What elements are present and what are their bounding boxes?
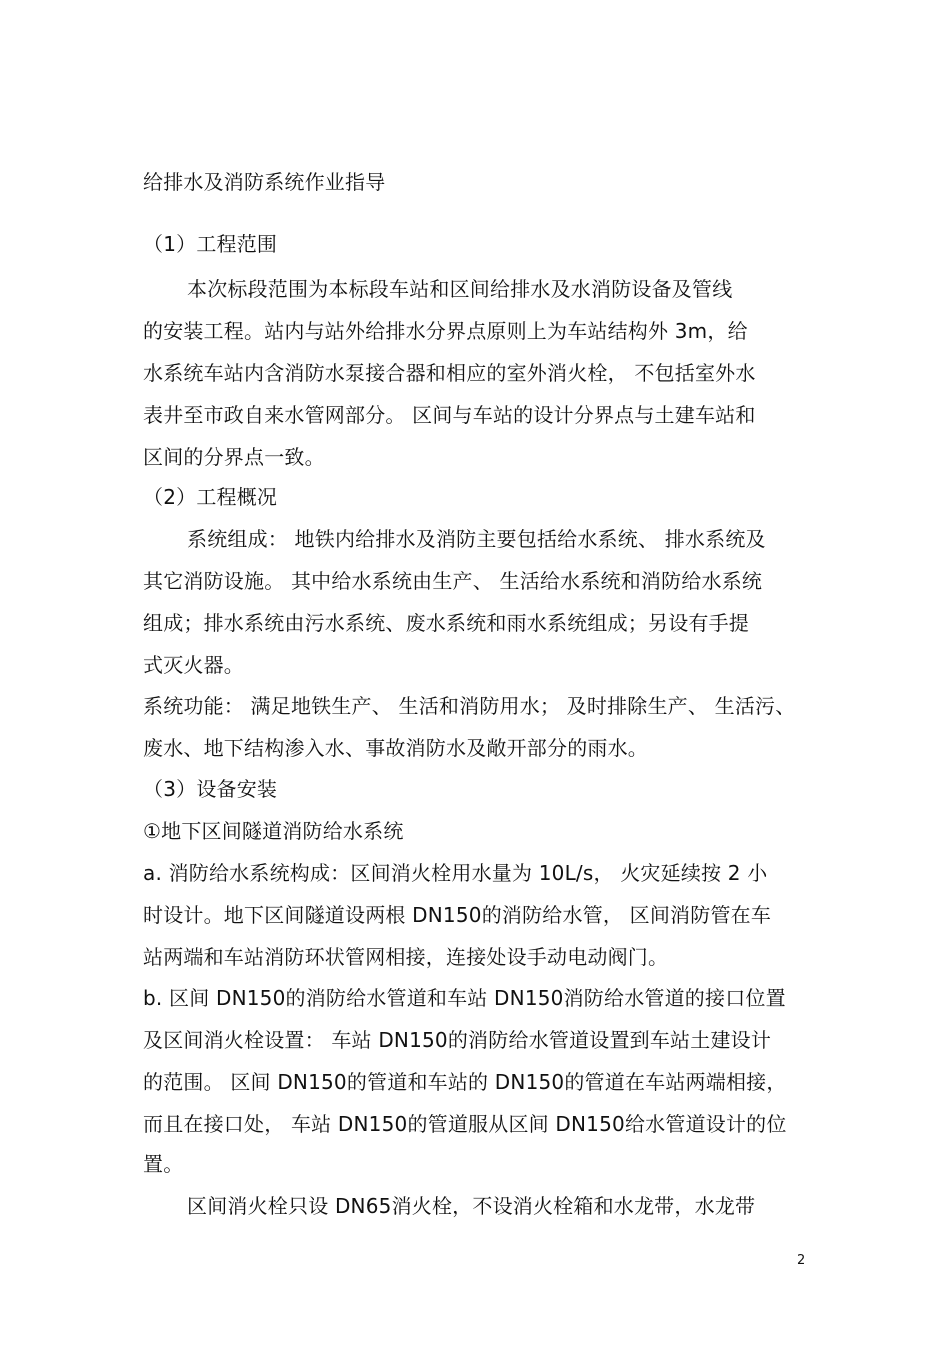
paragraph-line: b. 区间 DN150的消防给水管道和车站 DN150消防给水管道的接口位置 [143, 986, 786, 1010]
paragraph-line: 置。 [143, 1152, 184, 1176]
subsection-heading: ①地下区间隧道消防给水系统 [143, 819, 404, 843]
section-heading-scope: （1）工程范围 [143, 232, 278, 256]
paragraph-line: 组成；排水系统由污水系统、废水系统和雨水系统组成；另设有手提 [143, 611, 749, 635]
section-heading-overview: （2）工程概况 [143, 485, 278, 509]
paragraph-line: 式灭火器。 [143, 653, 244, 677]
paragraph-line: 表井至市政自来水管网部分。 区间与车站的设计分界点与土建车站和 [143, 403, 756, 427]
paragraph-line: 站两端和车站消防环状管网相接，连接处设手动电动阀门。 [143, 945, 669, 969]
paragraph-line: 区间的分界点一致。 [143, 445, 325, 469]
page-number: 2 [797, 1253, 806, 1268]
document-title: 给排水及消防系统作业指导 [143, 170, 386, 194]
paragraph-line: 本次标段范围为本标段车站和区间给排水及水消防设备及管线 [187, 277, 733, 301]
paragraph-line: 其它消防设施。 其中给水系统由生产、 生活给水系统和消防给水系统 [143, 569, 763, 593]
paragraph-line: 水系统车站内含消防水泵接合器和相应的室外消火栓， 不包括室外水 [143, 361, 756, 385]
paragraph-line: 的安装工程。站内与站外给排水分界点原则上为车站结构外 3m，给 [143, 319, 748, 343]
paragraph-line: a. 消防给水系统构成：区间消火栓用水量为 10L/s， 火灾延续按 2 小 [143, 861, 768, 885]
paragraph-line: 系统功能： 满足地铁生产、 生活和消防用水； 及时排除生产、 生活污、 [143, 694, 796, 718]
section-heading-installation: （3）设备安装 [143, 777, 278, 801]
paragraph-line: 系统组成： 地铁内给排水及消防主要包括给水系统、 排水系统及 [187, 527, 766, 551]
paragraph-line: 时设计。地下区间隧道设两根 DN150的消防给水管， 区间消防管在车 [143, 903, 772, 927]
paragraph-line: 而且在接口处， 车站 DN150的管道服从区间 DN150给水管道设计的位 [143, 1112, 787, 1136]
paragraph-line: 的范围。 区间 DN150的管道和车站的 DN150的管道在车站两端相接， [143, 1070, 787, 1094]
paragraph-line: 区间消火栓只设 DN65消火栓，不设消火栓箱和水龙带，水龙带 [187, 1194, 756, 1218]
paragraph-line: 及区间消火栓设置： 车站 DN150的消防给水管道设置到车站土建设计 [143, 1028, 772, 1052]
paragraph-line: 废水、地下结构渗入水、事故消防水及敞开部分的雨水。 [143, 736, 648, 760]
